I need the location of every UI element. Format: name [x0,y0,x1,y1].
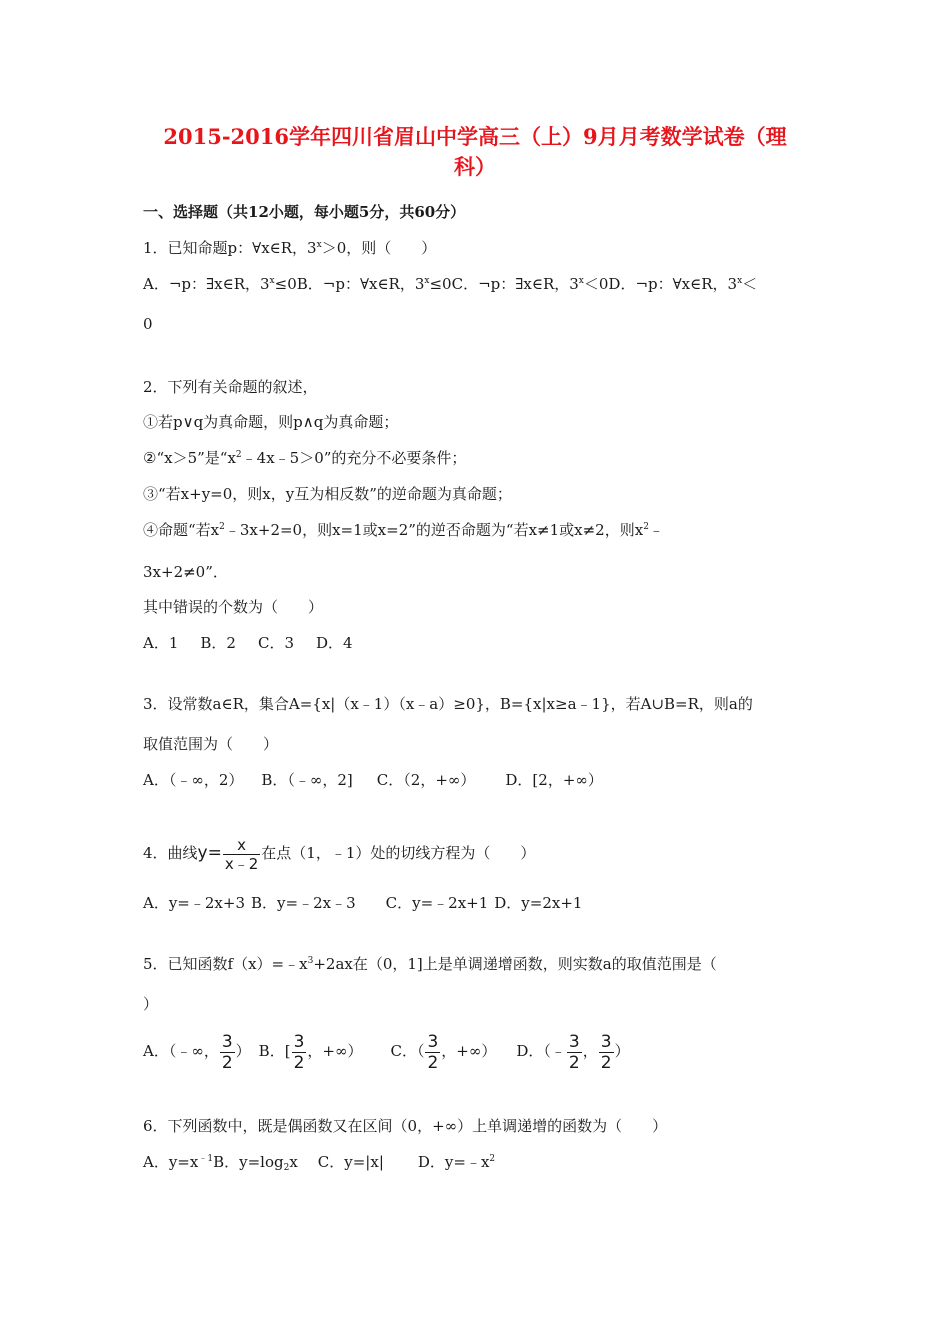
text-fragment: A．（﹣∞， [143,1042,219,1060]
question-4-stem [143,833,535,873]
question-2-statement-2 [143,448,466,468]
question-2-ask: 其中错误的个数为（ ） [143,598,324,616]
fraction-3-over-2 [220,1032,235,1073]
question-2-statement-1: ①若p∨q为真命题，则p∧q为真命题； [143,413,399,431]
title-line-2: 科） [454,154,496,179]
option-c: C．3 [257,634,294,652]
text-fragment: ≤0 [429,275,452,293]
text-fragment: x﹣2 [224,854,259,873]
text-fragment: B．[ [258,1042,291,1060]
text-fragment: ） [614,1042,630,1060]
option-d [516,1031,630,1073]
question-6-options [143,1152,495,1172]
text-fragment: ） [235,1042,251,1060]
option-a: A．1 [143,634,179,652]
question-6-stem: 6．下列函数中，既是偶函数又在区间（0，+∞）上单调递增的函数为（ ） [143,1117,668,1135]
option-a [143,1031,251,1073]
text-fragment: 3 [221,1031,233,1052]
text-fragment: D．y=﹣x [417,1153,490,1171]
option-a: A．（﹣∞，2） [143,771,244,789]
text-fragment: x [269,276,275,286]
text-fragment: ②“x＞5”是“x [143,449,236,467]
question-2-statement-4 [143,520,664,540]
text-fragment: ≤0 [274,275,297,293]
question-3-stem-wrap: 取值范围为（ ） [143,735,279,753]
text-fragment: ＜ [742,275,758,293]
question-2-statement-4-wrap: 3x+2≠0”． [143,563,228,581]
text-fragment: 3 [293,1031,305,1052]
text-fragment: D．¬p：∀x∈R，3 [608,275,738,293]
text-fragment: A．¬p：∃x∈R，3 [143,275,270,293]
text-fragment: x [578,276,584,286]
text-fragment: ＞0，则（ ） [321,239,437,257]
text-fragment: ，+∞） [441,1042,497,1060]
text-fragment: D．（﹣ [516,1042,566,1060]
option-c [390,1031,497,1073]
option-d: D．[2，+∞） [505,771,603,789]
text-fragment: ﹣1 [198,1154,214,1164]
fraction-3-over-2 [599,1032,614,1073]
text-fragment: 2 [489,1154,496,1164]
text-fragment: +2ax在（0，1]上是单调递增函数，则实数a的取值范围是（ [313,955,717,973]
question-3-stem: 3．设常数a∈R，集合A={x|（x﹣1）（x﹣a）≥0}，B={x|x≥a﹣1}，若A∪B=R，则a的 [143,695,753,713]
fraction-3-over-2 [425,1032,440,1073]
page-title [120,122,830,182]
text-fragment: x [223,836,260,855]
text-fragment: 5．已知函数f（x）=﹣x [143,955,308,973]
text-fragment: 3 [427,1031,439,1052]
fraction-3-over-2 [567,1032,582,1073]
question-5-stem-wrap: ） [143,995,159,1013]
option-b: B．2 [200,634,236,652]
option-a: A．y=﹣2x+3 [143,894,245,912]
option-b: B．y=﹣2x﹣3 [251,894,356,912]
text-fragment: ﹣3x+2=0，则x=1或x=2”的逆否命题为“若x≠1或x≠2，则x [224,521,644,539]
option-c: C．（2，+∞） [376,771,476,789]
title-line-1: 2015-2016学年四川省眉山中学高三（上）9月月考数学试卷（理 [163,124,787,149]
option-b [258,1031,363,1073]
text-fragment: 2 [427,1052,439,1073]
text-fragment: 1．已知命题p：∀x∈R，3 [143,239,317,257]
text-fragment: 3 [568,1031,580,1052]
option-c [452,275,609,293]
question-5-stem [143,954,717,974]
option-a [143,275,297,293]
option-c: C．y=|x| [317,1153,384,1171]
option-c: C．y=﹣2x+1 [385,894,489,912]
text-fragment: B．y=log [213,1153,284,1171]
text-fragment: ﹣4x﹣5＞0”的充分不必要条件； [241,449,467,467]
text-fragment: 2 [235,450,242,460]
text-fragment: ， [582,1042,598,1060]
question-2-options [143,633,353,653]
question-5-options [143,1030,630,1073]
question-1-stem [143,238,436,258]
text-fragment: 3 [307,956,314,966]
text-fragment: C．¬p：∃x∈R，3 [451,275,579,293]
text-fragment: 在点（1，﹣1）处的切线方程为（ ） [261,844,536,862]
text-fragment: 2 [283,1163,290,1173]
text-fragment: ﹣ [648,521,664,539]
question-2-stem: 2．下列有关命题的叙述， [143,378,318,396]
question-1-option-d-wrap: 0 [143,315,153,333]
option-d [608,275,757,293]
question-1-options [143,274,757,294]
question-3-options [143,770,603,790]
text-fragment: 2 [219,522,225,532]
text-fragment: x [316,240,322,250]
text-fragment: B．¬p：∀x∈R，3 [296,275,425,293]
section-heading: 一、选择题（共12小题，每小题5分，共60分） [143,203,466,221]
option-d [418,1153,495,1171]
text-fragment: A．y=x [143,1153,199,1171]
option-d: D．4 [316,634,353,652]
text-fragment: y= [197,843,222,863]
question-4-options [143,893,582,913]
text-fragment: 2 [568,1052,580,1073]
text-fragment: ，+∞） [307,1042,363,1060]
text-fragment: C．（ [390,1042,425,1060]
option-b: B．（﹣∞，2] [261,771,353,789]
text-fragment: ＜0 [583,275,609,293]
text-fragment: x [737,276,743,286]
text-fragment: 2 [293,1052,305,1073]
text-fragment: 2 [221,1052,233,1073]
option-b [297,275,452,293]
option-a [143,1153,213,1171]
fraction-3-over-2 [292,1032,307,1073]
question-2-statement-3: ③“若x+y=0，则x，y互为相反数”的逆命题为真命题； [143,485,512,503]
text-fragment: 3 [600,1031,612,1052]
text-fragment: 2 [600,1052,612,1073]
fraction-x-over-x-minus-2 [223,836,260,873]
text-fragment: 4．曲线 [143,844,198,862]
option-b [213,1153,298,1171]
text-fragment: x [424,276,430,286]
text-fragment: 2 [643,522,649,532]
text-fragment: ④命题“若x [143,521,220,539]
option-d: D．y=2x+1 [494,894,583,912]
text-fragment: x [289,1153,298,1171]
